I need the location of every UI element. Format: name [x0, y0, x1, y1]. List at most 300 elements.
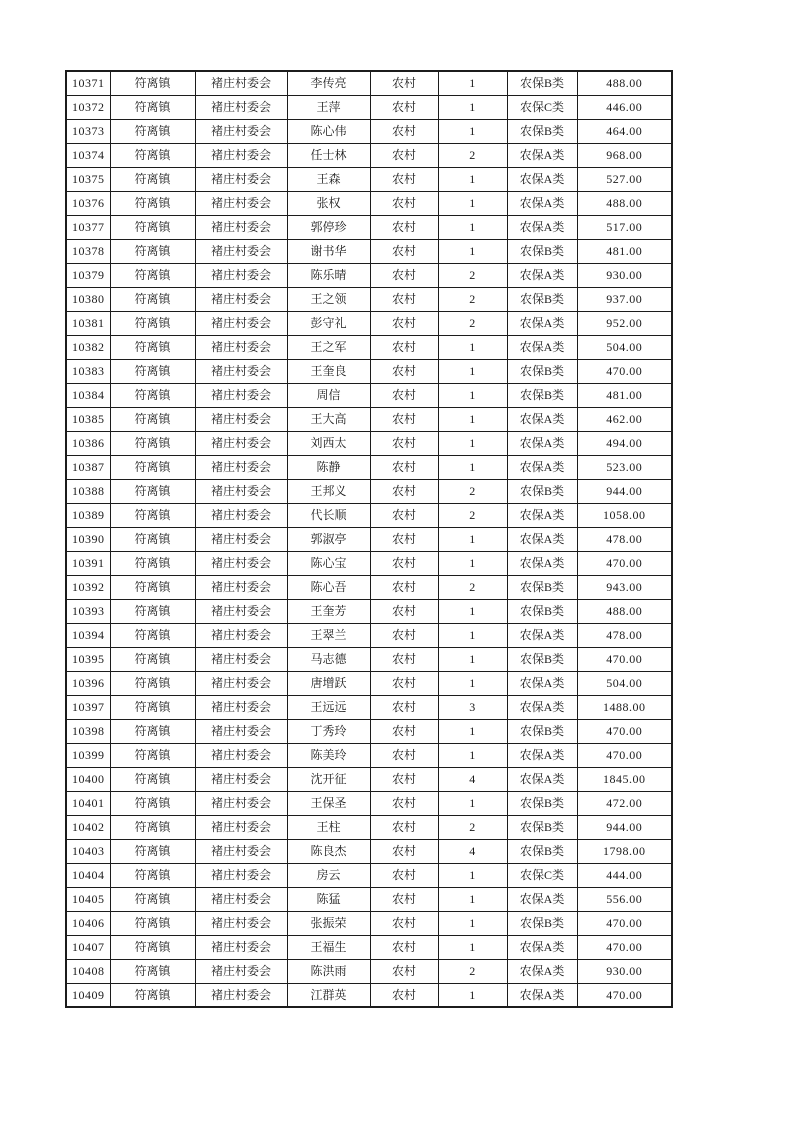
cell-residence-type: 农村 — [370, 143, 438, 167]
cell-person-name: 李传亮 — [287, 71, 370, 95]
cell-residence-type: 农村 — [370, 983, 438, 1007]
cell-person-count: 2 — [438, 815, 507, 839]
cell-town: 符离镇 — [110, 263, 195, 287]
cell-person-count: 1 — [438, 119, 507, 143]
cell-village: 褚庄村委会 — [195, 263, 287, 287]
insurance-payment-table — [65, 70, 673, 1008]
cell-person-count: 1 — [438, 743, 507, 767]
table-row — [66, 71, 672, 95]
cell-id: 10393 — [66, 599, 110, 623]
cell-amount: 1488.00 — [577, 695, 672, 719]
table-row — [66, 719, 672, 743]
table-row — [66, 911, 672, 935]
cell-town: 符离镇 — [110, 599, 195, 623]
cell-residence-type: 农村 — [370, 335, 438, 359]
cell-town: 符离镇 — [110, 215, 195, 239]
cell-village: 褚庄村委会 — [195, 815, 287, 839]
cell-village: 褚庄村委会 — [195, 599, 287, 623]
cell-village: 褚庄村委会 — [195, 407, 287, 431]
cell-id: 10398 — [66, 719, 110, 743]
cell-residence-type: 农村 — [370, 71, 438, 95]
cell-person-name: 陈美玲 — [287, 743, 370, 767]
cell-town: 符离镇 — [110, 527, 195, 551]
cell-amount: 944.00 — [577, 479, 672, 503]
cell-residence-type: 农村 — [370, 575, 438, 599]
cell-village: 褚庄村委会 — [195, 167, 287, 191]
cell-town: 符离镇 — [110, 239, 195, 263]
cell-residence-type: 农村 — [370, 239, 438, 263]
cell-town: 符离镇 — [110, 407, 195, 431]
cell-insurance-class: 农保C类 — [507, 95, 577, 119]
cell-insurance-class: 农保A类 — [507, 983, 577, 1007]
table-row — [66, 215, 672, 239]
cell-residence-type: 农村 — [370, 95, 438, 119]
cell-person-count: 1 — [438, 431, 507, 455]
cell-insurance-class: 农保A类 — [507, 743, 577, 767]
cell-id: 10371 — [66, 71, 110, 95]
cell-residence-type: 农村 — [370, 839, 438, 863]
cell-amount: 470.00 — [577, 647, 672, 671]
cell-id: 10388 — [66, 479, 110, 503]
cell-id: 10405 — [66, 887, 110, 911]
cell-insurance-class: 农保A类 — [507, 527, 577, 551]
cell-person-name: 王森 — [287, 167, 370, 191]
cell-insurance-class: 农保B类 — [507, 815, 577, 839]
cell-person-count: 1 — [438, 215, 507, 239]
cell-amount: 478.00 — [577, 527, 672, 551]
table-row — [66, 791, 672, 815]
table-row — [66, 983, 672, 1007]
cell-village: 褚庄村委会 — [195, 671, 287, 695]
cell-person-count: 2 — [438, 479, 507, 503]
cell-amount: 944.00 — [577, 815, 672, 839]
cell-person-count: 1 — [438, 647, 507, 671]
cell-insurance-class: 农保A类 — [507, 407, 577, 431]
cell-town: 符离镇 — [110, 743, 195, 767]
cell-id: 10391 — [66, 551, 110, 575]
cell-village: 褚庄村委会 — [195, 431, 287, 455]
cell-person-name: 王之军 — [287, 335, 370, 359]
cell-town: 符离镇 — [110, 287, 195, 311]
cell-id: 10390 — [66, 527, 110, 551]
cell-person-name: 王柱 — [287, 815, 370, 839]
cell-person-count: 1 — [438, 623, 507, 647]
cell-town: 符离镇 — [110, 575, 195, 599]
cell-amount: 937.00 — [577, 287, 672, 311]
cell-person-name: 郭淑亭 — [287, 527, 370, 551]
cell-village: 褚庄村委会 — [195, 311, 287, 335]
cell-id: 10395 — [66, 647, 110, 671]
cell-village: 褚庄村委会 — [195, 143, 287, 167]
cell-person-name: 陈心宝 — [287, 551, 370, 575]
table-body — [66, 71, 672, 1007]
cell-insurance-class: 农保A类 — [507, 887, 577, 911]
cell-insurance-class: 农保B类 — [507, 791, 577, 815]
cell-amount: 556.00 — [577, 887, 672, 911]
cell-residence-type: 农村 — [370, 551, 438, 575]
cell-residence-type: 农村 — [370, 383, 438, 407]
cell-person-count: 1 — [438, 359, 507, 383]
cell-id: 10407 — [66, 935, 110, 959]
cell-village: 褚庄村委会 — [195, 695, 287, 719]
cell-person-count: 1 — [438, 95, 507, 119]
cell-town: 符离镇 — [110, 551, 195, 575]
cell-village: 褚庄村委会 — [195, 863, 287, 887]
table-row — [66, 287, 672, 311]
cell-amount: 488.00 — [577, 71, 672, 95]
cell-person-count: 1 — [438, 983, 507, 1007]
cell-id: 10386 — [66, 431, 110, 455]
cell-amount: 444.00 — [577, 863, 672, 887]
cell-person-name: 彭守礼 — [287, 311, 370, 335]
cell-amount: 952.00 — [577, 311, 672, 335]
cell-insurance-class: 农保A类 — [507, 671, 577, 695]
cell-amount: 481.00 — [577, 239, 672, 263]
table-row — [66, 455, 672, 479]
cell-town: 符离镇 — [110, 983, 195, 1007]
cell-person-name: 王之领 — [287, 287, 370, 311]
table-row — [66, 479, 672, 503]
cell-person-name: 王大高 — [287, 407, 370, 431]
table-row — [66, 383, 672, 407]
cell-person-name: 张振荣 — [287, 911, 370, 935]
cell-person-count: 1 — [438, 239, 507, 263]
cell-residence-type: 农村 — [370, 503, 438, 527]
cell-person-name: 王福生 — [287, 935, 370, 959]
cell-insurance-class: 农保A类 — [507, 143, 577, 167]
cell-village: 褚庄村委会 — [195, 551, 287, 575]
cell-insurance-class: 农保A类 — [507, 311, 577, 335]
table-row — [66, 887, 672, 911]
cell-town: 符离镇 — [110, 479, 195, 503]
cell-town: 符离镇 — [110, 791, 195, 815]
table-row — [66, 959, 672, 983]
table-row — [66, 935, 672, 959]
cell-id: 10396 — [66, 671, 110, 695]
cell-village: 褚庄村委会 — [195, 479, 287, 503]
cell-person-name: 唐增跃 — [287, 671, 370, 695]
cell-village: 褚庄村委会 — [195, 767, 287, 791]
cell-person-count: 1 — [438, 407, 507, 431]
cell-village: 褚庄村委会 — [195, 983, 287, 1007]
cell-residence-type: 农村 — [370, 527, 438, 551]
cell-town: 符离镇 — [110, 695, 195, 719]
cell-insurance-class: 农保A类 — [507, 503, 577, 527]
cell-village: 褚庄村委会 — [195, 359, 287, 383]
cell-insurance-class: 农保B类 — [507, 71, 577, 95]
cell-village: 褚庄村委会 — [195, 71, 287, 95]
cell-id: 10373 — [66, 119, 110, 143]
cell-residence-type: 农村 — [370, 263, 438, 287]
table-row — [66, 239, 672, 263]
cell-person-name: 江群英 — [287, 983, 370, 1007]
cell-village: 褚庄村委会 — [195, 95, 287, 119]
table-row — [66, 119, 672, 143]
cell-person-count: 3 — [438, 695, 507, 719]
cell-insurance-class: 农保B类 — [507, 839, 577, 863]
cell-town: 符离镇 — [110, 935, 195, 959]
table-row — [66, 503, 672, 527]
table-row — [66, 839, 672, 863]
cell-village: 褚庄村委会 — [195, 239, 287, 263]
cell-amount: 1845.00 — [577, 767, 672, 791]
cell-amount: 472.00 — [577, 791, 672, 815]
cell-village: 褚庄村委会 — [195, 839, 287, 863]
cell-person-count: 1 — [438, 335, 507, 359]
cell-person-name: 王翠兰 — [287, 623, 370, 647]
cell-person-count: 1 — [438, 455, 507, 479]
cell-insurance-class: 农保C类 — [507, 863, 577, 887]
cell-id: 10384 — [66, 383, 110, 407]
cell-person-count: 4 — [438, 767, 507, 791]
cell-id: 10404 — [66, 863, 110, 887]
cell-id: 10400 — [66, 767, 110, 791]
cell-id: 10379 — [66, 263, 110, 287]
cell-person-name: 陈心伟 — [287, 119, 370, 143]
cell-person-name: 陈良杰 — [287, 839, 370, 863]
cell-village: 褚庄村委会 — [195, 335, 287, 359]
table-row — [66, 335, 672, 359]
cell-id: 10409 — [66, 983, 110, 1007]
cell-insurance-class: 农保B类 — [507, 119, 577, 143]
cell-person-count: 1 — [438, 719, 507, 743]
cell-person-name: 刘西太 — [287, 431, 370, 455]
cell-person-name: 张权 — [287, 191, 370, 215]
cell-id: 10381 — [66, 311, 110, 335]
cell-insurance-class: 农保B类 — [507, 239, 577, 263]
cell-person-name: 陈乐晴 — [287, 263, 370, 287]
cell-id: 10383 — [66, 359, 110, 383]
cell-residence-type: 农村 — [370, 311, 438, 335]
cell-person-name: 王远远 — [287, 695, 370, 719]
cell-residence-type: 农村 — [370, 215, 438, 239]
table-row — [66, 743, 672, 767]
cell-person-count: 1 — [438, 167, 507, 191]
cell-town: 符离镇 — [110, 839, 195, 863]
cell-amount: 481.00 — [577, 383, 672, 407]
cell-person-name: 周信 — [287, 383, 370, 407]
cell-village: 褚庄村委会 — [195, 791, 287, 815]
cell-id: 10406 — [66, 911, 110, 935]
cell-person-count: 1 — [438, 671, 507, 695]
cell-insurance-class: 农保B类 — [507, 359, 577, 383]
cell-person-count: 1 — [438, 527, 507, 551]
cell-residence-type: 农村 — [370, 815, 438, 839]
cell-person-count: 1 — [438, 71, 507, 95]
cell-town: 符离镇 — [110, 167, 195, 191]
cell-amount: 930.00 — [577, 959, 672, 983]
cell-insurance-class: 农保A类 — [507, 167, 577, 191]
cell-residence-type: 农村 — [370, 959, 438, 983]
cell-village: 褚庄村委会 — [195, 191, 287, 215]
cell-person-name: 陈静 — [287, 455, 370, 479]
table-row — [66, 551, 672, 575]
cell-person-count: 1 — [438, 191, 507, 215]
cell-amount: 488.00 — [577, 599, 672, 623]
cell-person-name: 王奎良 — [287, 359, 370, 383]
cell-id: 10377 — [66, 215, 110, 239]
cell-person-name: 王萍 — [287, 95, 370, 119]
cell-insurance-class: 农保A类 — [507, 335, 577, 359]
cell-residence-type: 农村 — [370, 671, 438, 695]
cell-person-name: 丁秀玲 — [287, 719, 370, 743]
cell-insurance-class: 农保B类 — [507, 599, 577, 623]
cell-person-count: 2 — [438, 959, 507, 983]
cell-residence-type: 农村 — [370, 431, 438, 455]
cell-insurance-class: 农保B类 — [507, 911, 577, 935]
cell-person-name: 任士林 — [287, 143, 370, 167]
cell-id: 10372 — [66, 95, 110, 119]
cell-amount: 968.00 — [577, 143, 672, 167]
cell-village: 褚庄村委会 — [195, 215, 287, 239]
cell-person-name: 郭停珍 — [287, 215, 370, 239]
table-row — [66, 95, 672, 119]
cell-insurance-class: 农保A类 — [507, 959, 577, 983]
cell-person-name: 马志德 — [287, 647, 370, 671]
cell-amount: 517.00 — [577, 215, 672, 239]
cell-amount: 943.00 — [577, 575, 672, 599]
cell-person-count: 1 — [438, 791, 507, 815]
cell-amount: 504.00 — [577, 671, 672, 695]
cell-residence-type: 农村 — [370, 479, 438, 503]
table-row — [66, 695, 672, 719]
cell-residence-type: 农村 — [370, 599, 438, 623]
cell-town: 符离镇 — [110, 71, 195, 95]
cell-person-name: 代长顺 — [287, 503, 370, 527]
cell-id: 10397 — [66, 695, 110, 719]
cell-village: 褚庄村委会 — [195, 647, 287, 671]
cell-insurance-class: 农保A类 — [507, 455, 577, 479]
table-row — [66, 527, 672, 551]
cell-person-count: 2 — [438, 143, 507, 167]
cell-residence-type: 农村 — [370, 455, 438, 479]
cell-residence-type: 农村 — [370, 743, 438, 767]
cell-person-name: 陈心吾 — [287, 575, 370, 599]
cell-person-name: 谢书华 — [287, 239, 370, 263]
cell-amount: 930.00 — [577, 263, 672, 287]
cell-residence-type: 农村 — [370, 647, 438, 671]
cell-insurance-class: 农保B类 — [507, 719, 577, 743]
cell-town: 符离镇 — [110, 623, 195, 647]
table-row — [66, 575, 672, 599]
cell-town: 符离镇 — [110, 359, 195, 383]
cell-residence-type: 农村 — [370, 887, 438, 911]
cell-town: 符离镇 — [110, 671, 195, 695]
cell-amount: 462.00 — [577, 407, 672, 431]
cell-village: 褚庄村委会 — [195, 383, 287, 407]
cell-id: 10399 — [66, 743, 110, 767]
table-row — [66, 407, 672, 431]
cell-person-count: 1 — [438, 935, 507, 959]
cell-residence-type: 农村 — [370, 167, 438, 191]
cell-residence-type: 农村 — [370, 407, 438, 431]
cell-person-count: 2 — [438, 503, 507, 527]
cell-amount: 488.00 — [577, 191, 672, 215]
cell-id: 10392 — [66, 575, 110, 599]
cell-town: 符离镇 — [110, 503, 195, 527]
cell-person-count: 2 — [438, 263, 507, 287]
cell-person-name: 王奎芳 — [287, 599, 370, 623]
cell-residence-type: 农村 — [370, 191, 438, 215]
cell-id: 10374 — [66, 143, 110, 167]
cell-town: 符离镇 — [110, 311, 195, 335]
cell-insurance-class: 农保B类 — [507, 287, 577, 311]
cell-person-name: 王保圣 — [287, 791, 370, 815]
cell-town: 符离镇 — [110, 143, 195, 167]
table-row — [66, 863, 672, 887]
cell-id: 10375 — [66, 167, 110, 191]
cell-town: 符离镇 — [110, 887, 195, 911]
cell-insurance-class: 农保A类 — [507, 215, 577, 239]
cell-id: 10389 — [66, 503, 110, 527]
table-row — [66, 623, 672, 647]
cell-amount: 470.00 — [577, 983, 672, 1007]
table-row — [66, 815, 672, 839]
cell-person-count: 2 — [438, 575, 507, 599]
cell-town: 符离镇 — [110, 119, 195, 143]
cell-person-count: 1 — [438, 911, 507, 935]
table-row — [66, 647, 672, 671]
cell-amount: 464.00 — [577, 119, 672, 143]
cell-residence-type: 农村 — [370, 695, 438, 719]
table-row — [66, 167, 672, 191]
cell-village: 褚庄村委会 — [195, 887, 287, 911]
cell-village: 褚庄村委会 — [195, 287, 287, 311]
cell-insurance-class: 农保A类 — [507, 191, 577, 215]
cell-person-count: 4 — [438, 839, 507, 863]
cell-amount: 504.00 — [577, 335, 672, 359]
cell-village: 褚庄村委会 — [195, 503, 287, 527]
cell-insurance-class: 农保B类 — [507, 575, 577, 599]
cell-village: 褚庄村委会 — [195, 119, 287, 143]
cell-person-name: 陈猛 — [287, 887, 370, 911]
cell-town: 符离镇 — [110, 95, 195, 119]
cell-insurance-class: 农保B类 — [507, 479, 577, 503]
cell-person-count: 1 — [438, 887, 507, 911]
cell-residence-type: 农村 — [370, 119, 438, 143]
table-row — [66, 143, 672, 167]
cell-insurance-class: 农保A类 — [507, 767, 577, 791]
cell-id: 10376 — [66, 191, 110, 215]
cell-residence-type: 农村 — [370, 359, 438, 383]
cell-id: 10401 — [66, 791, 110, 815]
cell-id: 10382 — [66, 335, 110, 359]
cell-person-count: 1 — [438, 383, 507, 407]
cell-amount: 446.00 — [577, 95, 672, 119]
cell-town: 符离镇 — [110, 719, 195, 743]
cell-amount: 1798.00 — [577, 839, 672, 863]
cell-person-name: 陈洪雨 — [287, 959, 370, 983]
cell-amount: 470.00 — [577, 911, 672, 935]
table-row — [66, 671, 672, 695]
cell-person-count: 2 — [438, 287, 507, 311]
cell-insurance-class: 农保A类 — [507, 431, 577, 455]
cell-village: 褚庄村委会 — [195, 911, 287, 935]
cell-person-name: 沈开征 — [287, 767, 370, 791]
table-row — [66, 767, 672, 791]
cell-amount: 478.00 — [577, 623, 672, 647]
cell-id: 10378 — [66, 239, 110, 263]
cell-town: 符离镇 — [110, 335, 195, 359]
cell-person-name: 房云 — [287, 863, 370, 887]
cell-town: 符离镇 — [110, 455, 195, 479]
cell-amount: 470.00 — [577, 359, 672, 383]
table-row — [66, 191, 672, 215]
cell-village: 褚庄村委会 — [195, 623, 287, 647]
cell-insurance-class: 农保A类 — [507, 263, 577, 287]
cell-residence-type: 农村 — [370, 911, 438, 935]
cell-person-count: 1 — [438, 599, 507, 623]
